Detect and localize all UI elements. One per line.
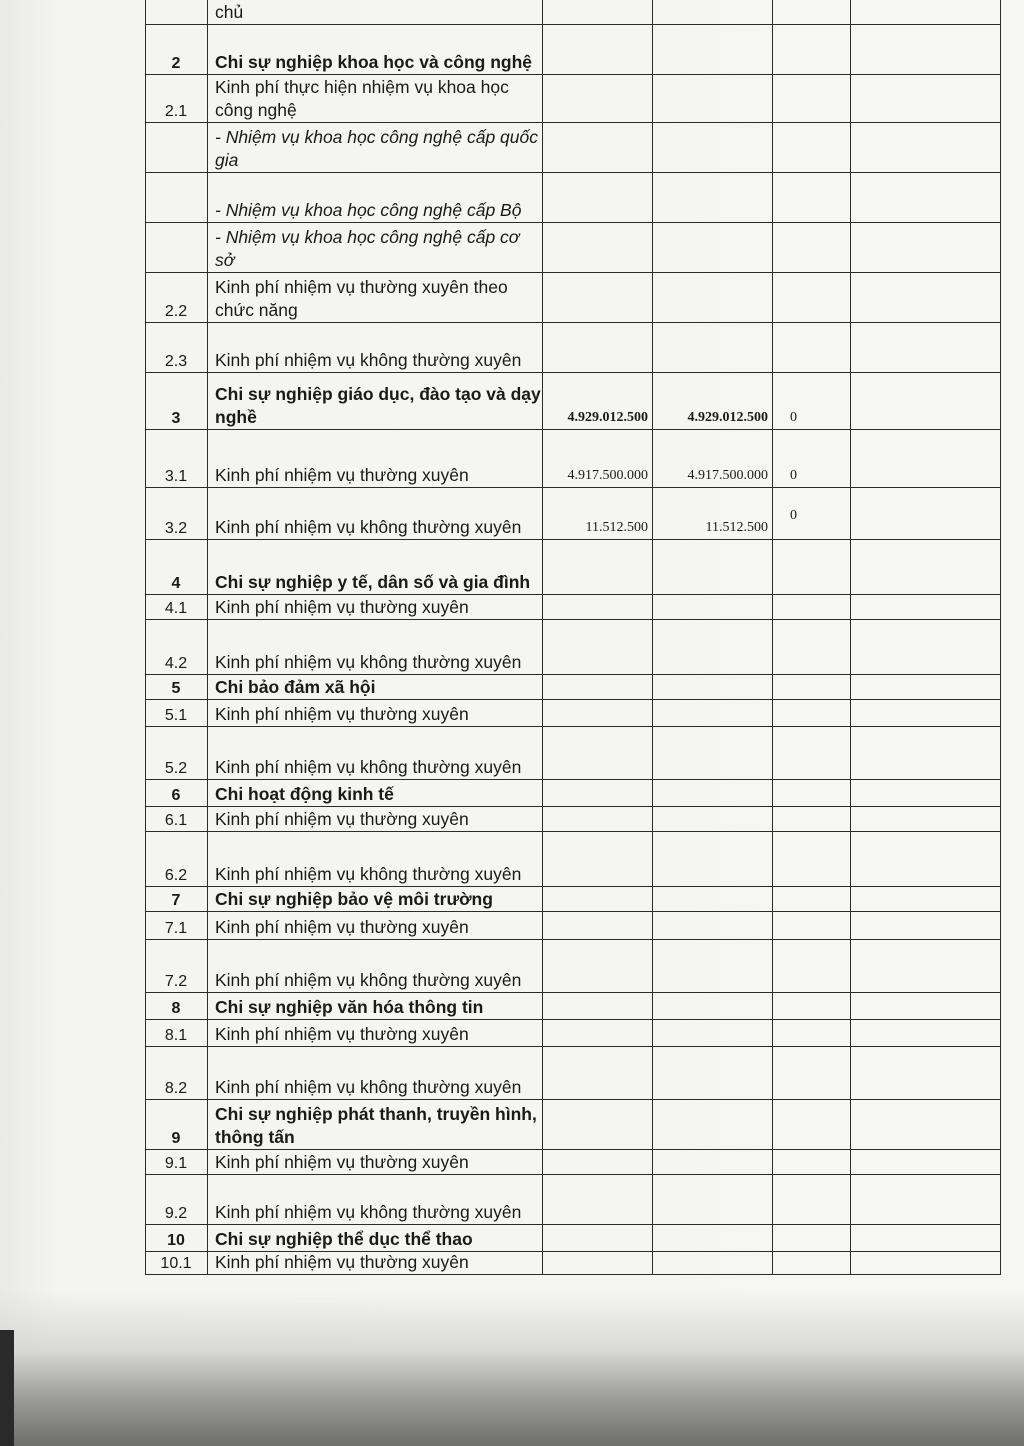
row-label: Chi hoạt động kinh tế [215, 784, 394, 804]
row-number: 2.2 [164, 303, 188, 320]
row-label: Kinh phí nhiệm vụ không thường xuyên [215, 970, 522, 990]
row-number: 8.1 [164, 1027, 188, 1044]
value-cell: 11.512.500 [705, 520, 768, 535]
row-label: Kinh phí nhiệm vụ thường xuyên [215, 1024, 469, 1044]
row-label: Chi bảo đảm xã hội [215, 677, 376, 697]
value-cell: 4.929.012.500 [567, 410, 648, 425]
column-rule [850, 0, 851, 1275]
row-number: 5.2 [164, 760, 188, 777]
row-label: Kinh phí nhiệm vụ không thường xuyên [215, 652, 522, 672]
row-number: 5.1 [164, 707, 188, 724]
row-label: Kinh phí nhiệm vụ không thường xuyên [215, 864, 522, 884]
value-cell: 4.917.500.000 [567, 468, 648, 483]
row-label: Kinh phí nhiệm vụ thường xuyên theo chức năng [215, 277, 508, 320]
row-label: Chi sự nghiệp văn hóa thông tin [215, 997, 484, 1017]
row-label: Kinh phí nhiệm vụ không thường xuyên [215, 757, 522, 777]
row-number: 8.2 [164, 1080, 188, 1097]
row-number: 3.1 [164, 468, 188, 485]
column-rule [207, 0, 208, 1275]
row-number: 2 [171, 55, 181, 72]
column-rule [145, 0, 146, 1275]
row-label: Chi sự nghiệp y tế, dân số và gia đình [215, 572, 531, 592]
value-cell: 0 [790, 508, 797, 523]
row-label: Chi sự nghiệp thể dục thể thao [215, 1229, 473, 1249]
column-rule [542, 0, 543, 1275]
row-number: 6 [171, 787, 181, 804]
row-label: Kinh phí nhiệm vụ không thường xuyên [215, 517, 522, 537]
value-cell: 0 [790, 468, 797, 483]
row-label: Chi sự nghiệp giáo dục, đào tạo và dạy nghề [215, 384, 541, 427]
row-number: 6.1 [164, 812, 188, 829]
row-number: 3.2 [164, 520, 188, 537]
value-cell: 11.512.500 [585, 520, 648, 535]
row-number: 9 [171, 1130, 181, 1147]
row-number: 10 [167, 1232, 185, 1249]
row-label: Kinh phí nhiệm vụ thường xuyên [215, 809, 469, 829]
value-cell: 4.929.012.500 [687, 410, 768, 425]
row-label: Kinh phí nhiệm vụ thường xuyên [215, 1152, 469, 1172]
row-label: Kinh phí nhiệm vụ thường xuyên [215, 597, 469, 617]
row-number: 2.1 [164, 103, 188, 120]
row-number: 7.1 [164, 920, 188, 937]
column-rule [1000, 0, 1001, 1275]
row-number: 5 [171, 680, 181, 697]
row-label: Kinh phí nhiệm vụ không thường xuyên [215, 350, 522, 370]
row-number [145, 123, 207, 173]
row-number: 9.1 [164, 1155, 188, 1172]
row-label: Chi sự nghiệp bảo vệ môi trường [215, 889, 493, 909]
column-rule [652, 0, 653, 1275]
row-label: Chi sự nghiệp khoa học và công nghệ [215, 52, 533, 72]
row-label: Kinh phí nhiệm vụ thường xuyên [215, 917, 469, 937]
row-label: Kinh phí nhiệm vụ không thường xuyên [215, 1202, 522, 1222]
row-label: Kinh phí nhiệm vụ thường xuyên [215, 465, 469, 485]
row-number: 7 [171, 892, 181, 909]
row-number: 10.1 [160, 1255, 192, 1272]
row-label: Chi sự nghiệp phát thanh, truyền hình, thông tấn [215, 1104, 537, 1147]
row-label: - Nhiệm vụ khoa học công nghệ cấp quốc gia [215, 127, 538, 170]
scan-edge [0, 1330, 14, 1446]
row-number [145, 0, 207, 25]
row-number: 8 [171, 1000, 181, 1017]
row-number: 4.2 [164, 655, 188, 672]
row-number: 2.3 [164, 353, 188, 370]
scan-shadow [0, 1290, 1024, 1446]
row-number: 4 [171, 575, 181, 592]
row-label: - Nhiệm vụ khoa học công nghệ cấp cơ sở [215, 227, 520, 270]
value-cell: 0 [790, 410, 797, 425]
row-label: Kinh phí nhiệm vụ không thường xuyên [215, 1077, 522, 1097]
row-number [145, 173, 207, 223]
row-number: 4.1 [164, 600, 188, 617]
row-label: - Nhiệm vụ khoa học công nghệ cấp Bộ [215, 200, 522, 220]
row-number: 6.2 [164, 867, 188, 884]
row-number [145, 223, 207, 273]
row-label: Kinh phí nhiệm vụ thường xuyên [215, 704, 469, 724]
row-number: 9.2 [164, 1205, 188, 1222]
value-cell: 4.917.500.000 [687, 468, 768, 483]
row-label: Kinh phí nhiệm vụ thường xuyên [215, 1252, 469, 1272]
row-label: chủ [215, 2, 244, 22]
column-rule [772, 0, 773, 1275]
row-number: 7.2 [164, 973, 188, 990]
row-label: Kinh phí thực hiện nhiệm vụ khoa học công nghệ [215, 77, 509, 120]
row-number: 3 [171, 410, 181, 427]
